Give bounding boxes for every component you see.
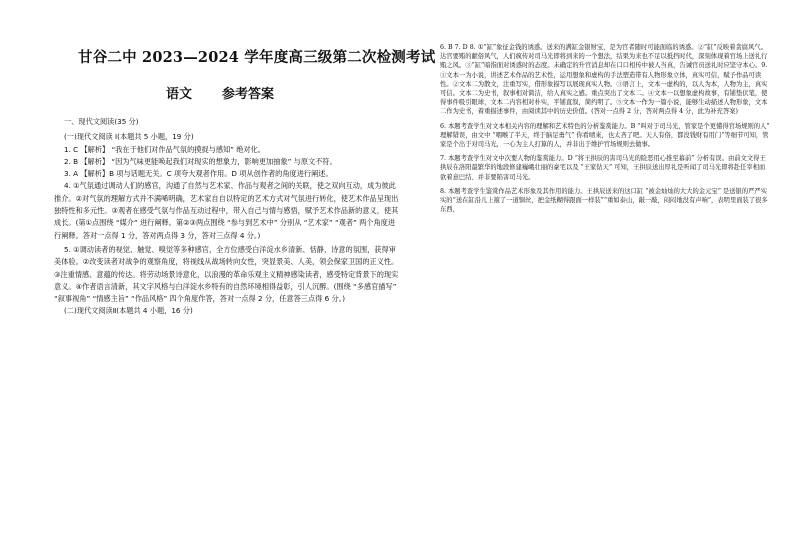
answer-q5: 5. ①调动读者的视觉、触觉、嗅觉等多种感官，全方位感受白洋淀水乡清新、恬静、诗意的氛围，获得审美体验。②改变读者对战争的观察角度，将视线从战场转向女性，突显景美、人美，领会保家卫国的正义性。③注重情感、意蕴的传达。将劳动场景诗意化，以浪漫的革命乐观主义精神感染读者，感受特定背景下的现实意义。④作者语言清新，其文字风格与白洋淀水乡特有的自然环境相得益彰，引人沉醉。(围绕 “多感官描写” “叙事视角” “情感主旨” “作品风格” 四个角度作答，答对一点得 2 分，任意答三点得 6 分。)	[54, 244, 399, 304]
left-column	[54, 116, 400, 318]
answer-label: 参考答案	[222, 87, 275, 102]
section-heading-1: 一、现代文阅读(35 分)	[64, 117, 139, 126]
right-column	[440, 43, 770, 214]
part-heading-2: (二)现代文阅读Ⅱ(本题共 4 小题，16 分)	[64, 306, 193, 316]
explain-q7: 7. 本题考查学生对文中次要人物的鉴赏能力。D “将王拱辰的害司马光的险恶用心推至幕前” 分析有误。由前文文得王拱辰在洛阳最繁华的地段修建巍峨壮丽的豪宅以及 “王家钻天” 可知，王拱辰送出厚礼是听闻了司马光即将赴任宰相而欲着意巴结、并非要陷害司马光。	[440, 155, 766, 181]
exam-title: 甘谷二中 2023—2024 学年度高三级第二次检测考试	[78, 49, 436, 66]
answer-q2: 2. B 【解析】 “因为气味更能唤起我们对现实的想象力，影响更加抽象” 与原文不符。	[64, 156, 337, 166]
answer-q3: 3. A 【解析】B 项与话题无关。C 项夸大观者作用。D 项从创作者的角度进行阐述。	[64, 169, 333, 179]
explain-q6: 6. 本题考查学生对文本相关内容的理解和艺术特色的分析鉴赏能力。B “叫对于司马光，管家是个更懂得官场规则的人” 理解错误，由文中 “咽喉了半天，终于脑足勇气” 你看晴來，也太吝了吧。天人有俗，都没钱财有用门“等细节可知，管家是个出于对司马光，一心为主人打算的人，并非出于维护官场规则去做事。	[440, 122, 770, 149]
answer-q4: 4. ①气氛通过调动人们的感官，沟通了自然与艺术家、作品与观者之间的关联，使之双向互动，成为彼此推介。②对气氛的理解方式并不满唏明确，艺术家自自以特定的艺术方式对气氛进行转化，使艺术作品呈现出独特性和多元性。③观者在感受气氛与作品互动过程中，带入自己与情与感悟，赋予艺术作品新的意义，使其成长。(第①点围绕 “媒介” 进行阐释。第②③两点围绕 “参与到艺术中” 分别从 “艺术家” “观者” 两个角度进行阐释。答对一点得 1 分，答对两点得 3 分，答对三点得 4 分。)	[54, 181, 399, 240]
exam-subtitle	[166, 83, 274, 102]
explain-q8: 8. 本题考查学生鉴赏作品艺术形象及其作用的能力。王拱辰送来的这口缸 “被金灿灿的大大的金元宝” 是送银的严严实实的“送在缸沿儿上箍了一道铜丝，把金纸糊得跟面一样装”“重如泰山，敲一敲，闷闷地没有声响”，表明里面装了很多东西，	[440, 187, 768, 214]
answer-q6-9: 6. B 7. D 8. ①“缸”象征金钱的诱惑。送来的满缸金银财宝，是为官者随时可能面临的诱惑。②“缸”反映着贪腐风气。达官要贿的献俗风气，人们疯传对司马光即将到来的一个想法，结果为来也不足以抵挡时代，深刻体现着官场上送礼行贿之风。③“缸”暗指面对诱惑时的态度。未确定的升官消息却在口口相传中被人当真，告诫官员送礼时应坚守本心。9. ①文本一为小说，讲述艺术作品的艺术性，运用想象和虚构的手法塑造带有人物形象立体，真实可信，赋予作品可读性。②文本二为散文，注重写实，借形象描写以展现真实人物。③语言上，文本一虚构的，以人为本，人物为主，真实可信。文本二为史书，叙事相对简洁，给人真实之感。重点突出了文本二。④文本一以想象虚构故事，有铺垫伏笔，使得事件吸引眼球，文本二内容相对朴实，平铺直叙，简约明了。⑤文本一作为一篇小说，能够生动描述人物形象，文本二作为史书，着重描述事件，由阅读其中的历史价值。(答对一点得 2 分，答对两点得 4 分，此为补充答案)	[440, 44, 768, 116]
answer-q1: 1. C 【解析】 “我在于他们对作品气氛的摸捉与感知” 绝对化。	[64, 144, 265, 154]
part-heading-1: (一)现代文阅读 I(本题共 5 小题，19 分)	[64, 132, 194, 142]
subject-label: 语文	[166, 87, 193, 102]
